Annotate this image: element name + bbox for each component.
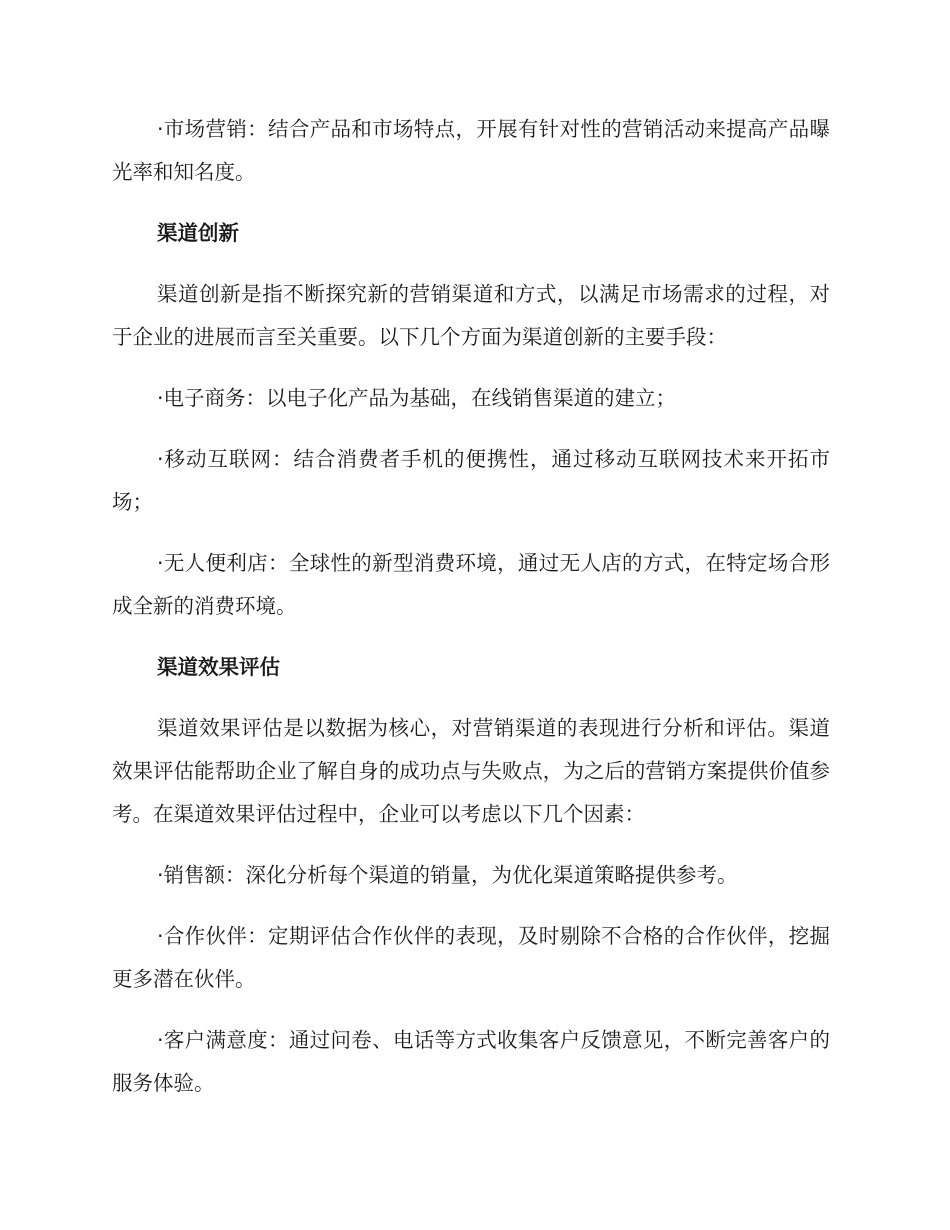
bullet-item-customer-satisfaction xyxy=(112,1019,830,1105)
bullet-label: 市场营销 xyxy=(163,117,248,141)
label-separator: ： xyxy=(272,447,294,471)
bullet-label: 客户满意度 xyxy=(163,1028,268,1052)
bullet-label: 合作伙伴 xyxy=(163,924,248,948)
section-heading-channel-innovation: 渠道创新 xyxy=(157,221,239,245)
bullet-label: 销售额 xyxy=(163,863,226,887)
bullet-symbol: · xyxy=(157,117,164,141)
bullet-label: 移动互联网 xyxy=(163,447,273,471)
label-separator: ： xyxy=(245,386,267,410)
bullet-text: 以电子化产品为基础，在线销售渠道的建立； xyxy=(266,386,677,410)
bullet-text: 全球性的新型消费环境，通过无人店的方式，在特定场合形成全新的消费环境。 xyxy=(112,551,831,618)
label-separator: ： xyxy=(247,117,268,141)
bullet-text: 结合消费者手机的便携性，通过移动互联网技术来开拓市场； xyxy=(112,447,831,514)
bullet-label: 无人便利店 xyxy=(163,551,268,575)
paragraph-channel-evaluation: 渠道效果评估是以数据为核心，对营销渠道的表现进行分析和评估。渠道效果评估能帮助企业了解自身的成功点与失败点，为之后的营销方案提供价值参考。在渠道效果评估过程中，企业可以考虑以下几个因素： xyxy=(112,716,830,826)
bullet-symbol: · xyxy=(157,447,164,471)
label-separator: ： xyxy=(225,863,246,887)
bullet-text: 结合产品和市场特点，开展有针对性的营销活动来提高产品曝光率和知名度。 xyxy=(112,117,831,184)
bullet-symbol: · xyxy=(157,551,164,575)
bullet-symbol: · xyxy=(157,1028,164,1052)
bullet-label: 电子商务 xyxy=(163,386,246,410)
bullet-item-unmanned-store xyxy=(112,542,830,628)
bullet-item-partners xyxy=(112,915,830,1001)
bullet-item-mobile-internet xyxy=(112,438,830,524)
bullet-text: 深化分析每个渠道的销量，为优化渠道策略提供参考。 xyxy=(245,863,738,887)
bullet-item-market-marketing xyxy=(112,108,830,194)
bullet-text: 定期评估合作伙伴的表现，及时剔除不合格的合作伙伴，挖掘更多潜在伙伴。 xyxy=(112,924,831,991)
label-separator: ： xyxy=(247,924,268,948)
paragraph-channel-innovation: 渠道创新是指不断探究新的营销渠道和方式，以满足市场需求的过程，对于企业的进展而言至关重要。以下几个方面为渠道创新的主要手段： xyxy=(112,282,830,349)
bullet-item-sales xyxy=(112,854,830,897)
bullet-item-ecommerce xyxy=(112,377,830,420)
section-heading-channel-evaluation: 渠道效果评估 xyxy=(157,655,280,679)
label-separator: ： xyxy=(268,1028,289,1052)
bullet-symbol: · xyxy=(157,386,164,410)
document-page xyxy=(112,108,830,1123)
bullet-symbol: · xyxy=(157,863,164,887)
label-separator: ： xyxy=(268,551,289,575)
bullet-symbol: · xyxy=(157,924,164,948)
bullet-text: 通过问卷、电话等方式收集客户反馈意见，不断完善客户的服务体验。 xyxy=(112,1028,831,1095)
